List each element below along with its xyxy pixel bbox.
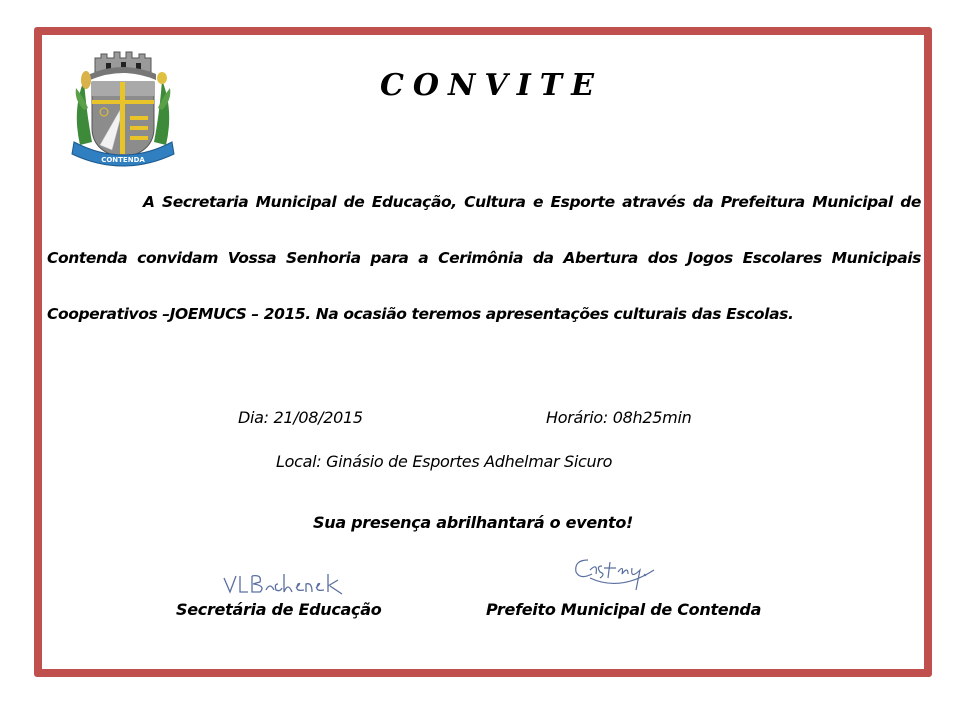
secretary-signature bbox=[222, 570, 352, 602]
municipal-crest-icon bbox=[70, 50, 176, 170]
event-date: Dia: 21/08/2015 bbox=[238, 408, 363, 427]
svg-text:CONTENDA: CONTENDA bbox=[101, 156, 145, 164]
secretary-role-label: Secretária de Educação bbox=[176, 600, 382, 619]
mayor-signature bbox=[570, 552, 680, 598]
event-location: Local: Ginásio de Esportes Adhelmar Sicuro bbox=[276, 452, 613, 471]
invitation-title: CONVITE bbox=[380, 68, 603, 103]
closing-message: Sua presença abrilhantará o evento! bbox=[313, 513, 634, 532]
event-time: Horário: 08h25min bbox=[546, 408, 692, 427]
invitation-body-paragraph: A Secretaria Municipal de Educação, Cultura e Esporte através da Prefeitura Municipal de Contenda convidam Vossa Senhoria para a Cerimônia da Abertura dos Jogos Escolares Municipais Cooperativos –JOEMUCS – 2015. Na ocasião teremos apresentações culturais das Escolas. bbox=[47, 193, 921, 323]
mayor-role-label: Prefeito Municipal de Contenda bbox=[486, 600, 762, 619]
